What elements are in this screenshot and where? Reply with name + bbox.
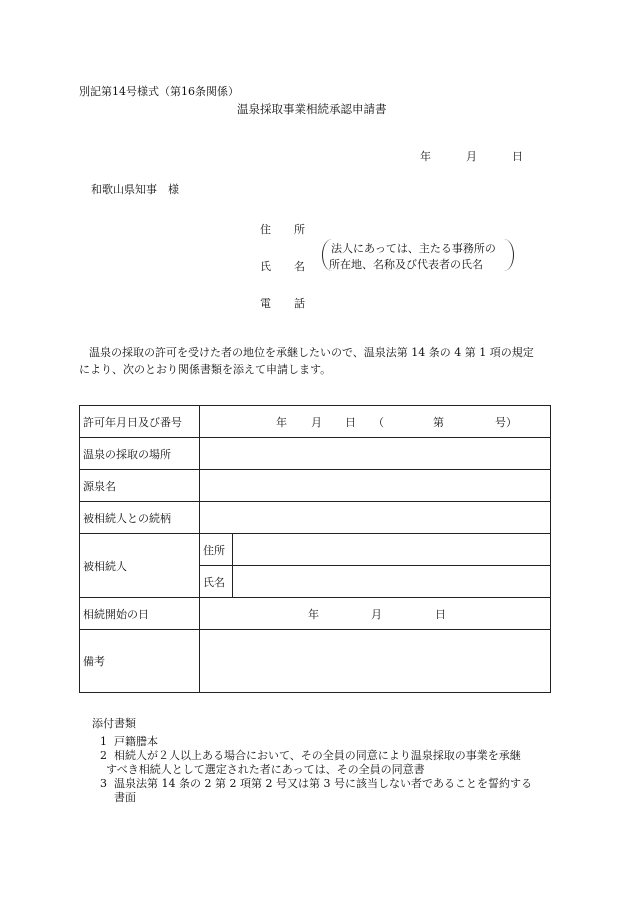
application-statement xyxy=(79,344,534,378)
addressee: 和歌山県知事 様 xyxy=(91,183,179,196)
attachment-text: 温泉法第 14 条の 2 第 2 項第 2 号又は第 3 号に該当しない者であることを誓約する xyxy=(114,777,532,790)
permit-number-dai: 第 xyxy=(433,416,444,429)
start-date-value-cell[interactable] xyxy=(200,598,551,630)
attachments-title: 添付書類 xyxy=(92,717,136,730)
corporate-note-line2: 所在地、名称及び代表者の氏名 xyxy=(329,258,483,271)
applicant-name-label xyxy=(260,258,305,274)
permit-day: 日 xyxy=(345,416,356,429)
decedent-name-value-cell[interactable] xyxy=(233,566,551,598)
source-label: 源泉名 xyxy=(80,470,200,502)
attachment-item xyxy=(100,735,570,749)
phone-label-b: 話 xyxy=(294,297,305,310)
date-day-label: 日 xyxy=(512,150,523,163)
remarks-label: 備考 xyxy=(80,630,200,693)
attachment-number: 1 xyxy=(100,735,107,748)
corporate-note-brace xyxy=(322,239,514,271)
phone-label-a: 電 xyxy=(260,297,271,310)
decedent-address-value-cell[interactable] xyxy=(233,534,551,566)
permit-label: 許可年月日及び番号 xyxy=(80,406,200,438)
attachment-text: 相続人が２人以上ある場合において、その全員の同意により温泉採取の事業を承継 xyxy=(114,749,521,762)
relation-value-cell[interactable] xyxy=(200,502,551,534)
date-year-label: 年 xyxy=(420,150,431,163)
location-label: 温泉の採取の場所 xyxy=(80,438,200,470)
applicant-address-label xyxy=(260,221,305,237)
permit-paren-open: （ xyxy=(373,416,384,429)
start-date-label: 相続開始の日 xyxy=(80,598,200,630)
table-row-start-date xyxy=(80,598,551,630)
location-value-cell[interactable] xyxy=(200,438,551,470)
form-reference: 別記第14号様式（第16条関係） xyxy=(79,85,239,98)
name-label-a: 氏 xyxy=(260,260,271,273)
table-row-permit xyxy=(80,406,551,438)
date-month-label: 月 xyxy=(466,150,477,163)
relation-label: 被相続人との続柄 xyxy=(80,502,200,534)
permit-year: 年 xyxy=(276,416,287,429)
permit-month: 月 xyxy=(311,416,322,429)
attachment-text: 戸籍謄本 xyxy=(114,735,158,748)
statement-line2: により、次のとおり関係書類を添えて申請します。 xyxy=(79,363,332,376)
applicant-phone-label xyxy=(260,295,305,311)
start-year: 年 xyxy=(308,608,319,621)
decedent-address-label: 住所 xyxy=(200,534,233,566)
decedent-name-label: 氏名 xyxy=(200,566,233,598)
address-label-b: 所 xyxy=(294,223,305,236)
statement-line1: 温泉の採取の許可を受けた者の地位を承継したいので、温泉法第 14 条の 4 第 1 項の規定 xyxy=(89,346,534,359)
start-day: 日 xyxy=(435,608,446,621)
attachment-text-cont: すべき相続人として選定された者にあっては、その全員の同意書 xyxy=(106,763,425,776)
attachment-number: 3 xyxy=(100,777,107,790)
attachment-text-cont: 書面 xyxy=(114,791,136,804)
table-row-remarks xyxy=(80,630,551,693)
attachment-item xyxy=(100,749,570,777)
corporate-note-line1: 法人にあっては、主たる事務所の xyxy=(331,242,496,255)
decedent-label: 被相続人 xyxy=(80,534,200,598)
table-row-relation xyxy=(80,502,551,534)
table-row-decedent-address xyxy=(80,534,551,566)
source-value-cell[interactable] xyxy=(200,470,551,502)
document-title: 温泉採取事業相続承認申請書 xyxy=(237,102,387,116)
table-row-location xyxy=(80,438,551,470)
name-label-b: 名 xyxy=(294,260,305,273)
permit-value-cell[interactable] xyxy=(200,406,551,438)
address-label-a: 住 xyxy=(260,223,271,236)
attachment-number: 2 xyxy=(100,749,107,762)
application-table xyxy=(79,405,551,693)
attachments-list xyxy=(100,735,570,805)
permit-number-go: 号） xyxy=(495,416,517,429)
attachment-item xyxy=(100,777,570,805)
start-month: 月 xyxy=(371,608,382,621)
table-row-source xyxy=(80,470,551,502)
remarks-value-cell[interactable] xyxy=(200,630,551,693)
